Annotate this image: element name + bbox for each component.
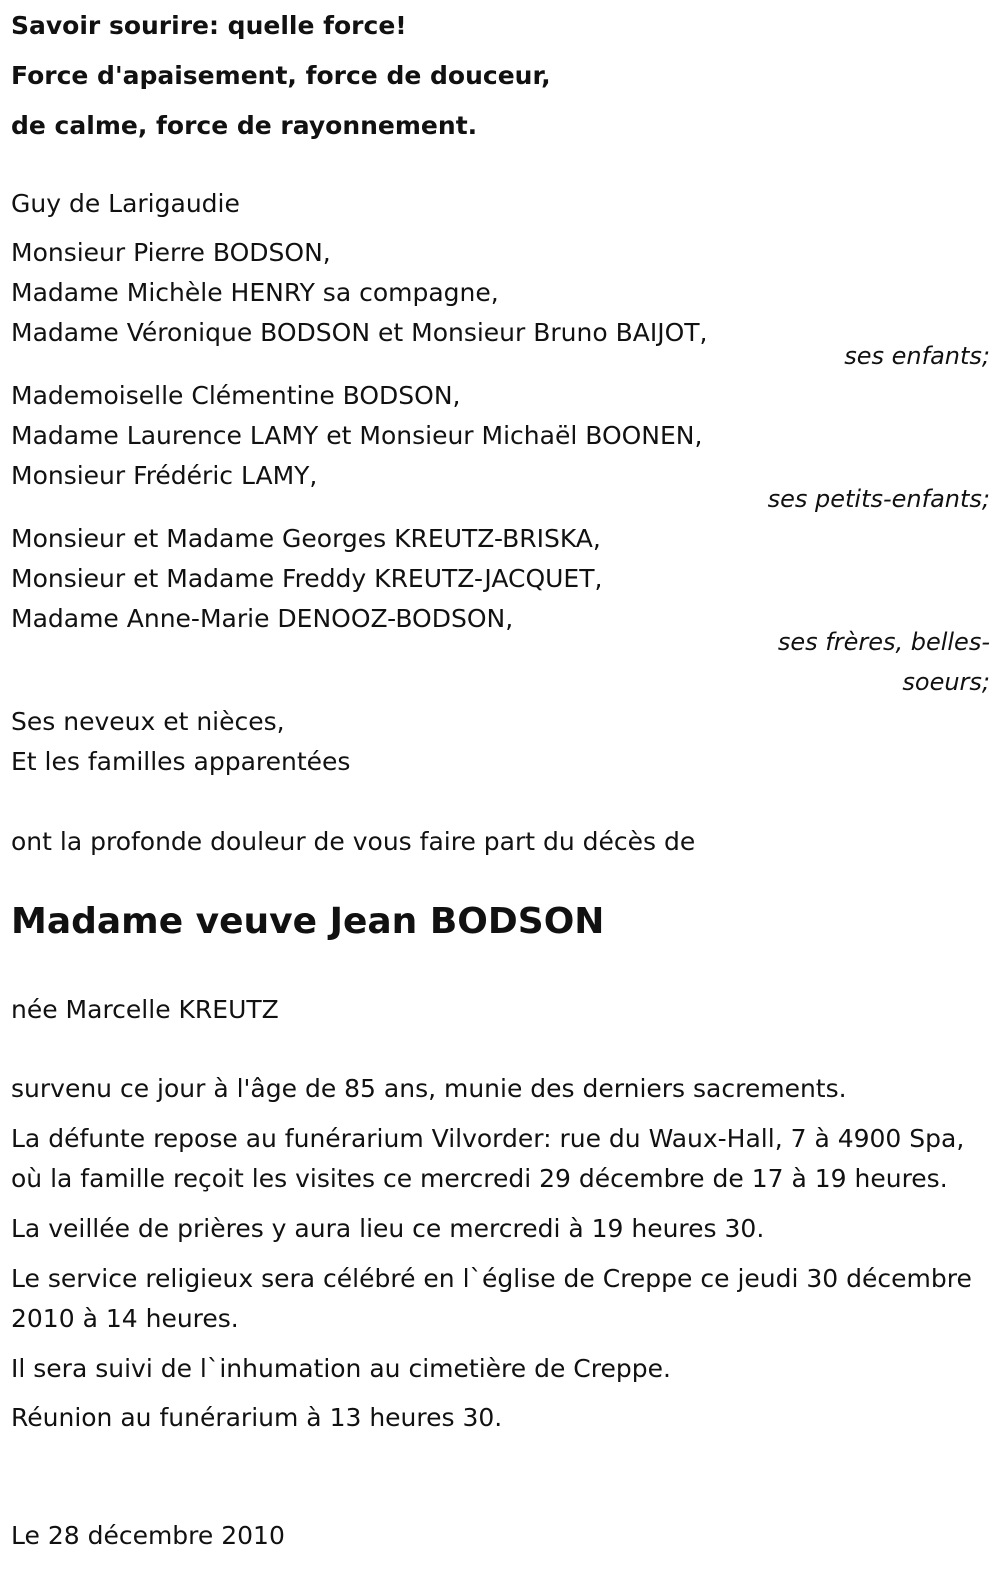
- maiden-name-block: [11, 990, 990, 1030]
- announcement-text: ont la profonde douleur de vous faire part du décès de: [11, 827, 696, 856]
- family-member: Monsieur Pierre BODSON,: [11, 238, 331, 267]
- poem-line: Savoir sourire: quelle force!: [11, 11, 407, 40]
- family-member: Madame Laurence LAMY et Monsieur Michaël BOONEN,: [11, 421, 703, 450]
- family-member: Mademoiselle Clémentine BODSON,: [11, 381, 461, 410]
- detail-paragraph: La veillée de prières y aura lieu ce mercredi à 19 heures 30.: [11, 1214, 765, 1243]
- children-section: [11, 233, 990, 353]
- deceased-name-block: [11, 897, 990, 947]
- grandchildren-relation-block: [11, 479, 990, 519]
- poem-line: de calme, force de rayonnement.: [11, 111, 478, 140]
- detail-paragraph: Le service religieux sera célébré en l`église de Creppe ce jeudi 30 décembre 2010 à 14 heures.: [11, 1264, 972, 1333]
- siblings-relation-block: [11, 622, 990, 702]
- quote-author: [11, 184, 990, 224]
- family-member: Monsieur Frédéric LAMY,: [11, 461, 318, 490]
- relation-label: ses frères, belles-: [777, 628, 990, 656]
- poem-line: Force d'apaisement, force de douceur,: [11, 61, 551, 90]
- relation-label: soeurs;: [902, 668, 990, 696]
- maiden-name: née Marcelle KREUTZ: [11, 995, 279, 1024]
- family-member: Et les familles apparentées: [11, 747, 351, 776]
- quote-author-name: Guy de Larigaudie: [11, 189, 240, 218]
- family-member: Madame Véronique BODSON et Monsieur Bruno BAIJOT,: [11, 318, 708, 347]
- quote-poem: [11, 1, 990, 151]
- family-member: Monsieur et Madame Freddy KREUTZ-JACQUET,: [11, 564, 603, 593]
- grandchildren-section: [11, 376, 990, 496]
- family-member: Madame Michèle HENRY sa compagne,: [11, 278, 499, 307]
- other-family: [11, 702, 990, 782]
- deceased-name: Madame veuve Jean BODSON: [11, 901, 605, 942]
- family-member: Madame Anne-Marie DENOOZ-BODSON,: [11, 604, 514, 633]
- relation-label: ses petits-enfants;: [767, 485, 990, 513]
- detail-paragraph: Il sera suivi de l`inhumation au cimetière de Creppe.: [11, 1354, 671, 1383]
- detail-paragraph: survenu ce jour à l'âge de 85 ans, munie des derniers sacrements.: [11, 1074, 847, 1103]
- family-member: Monsieur et Madame Georges KREUTZ-BRISKA,: [11, 524, 601, 553]
- detail-paragraph: La défunte repose au funérarium Vilvorder: rue du Waux-Hall, 7 à 4900 Spa, où la famille reçoit les visites ce mercredi 29 décembre de 17 à 19 heures.: [11, 1124, 965, 1193]
- relation-label: ses enfants;: [844, 342, 990, 370]
- detail-paragraph: Réunion au funérarium à 13 heures 30.: [11, 1403, 503, 1432]
- family-member: Ses neveux et nièces,: [11, 707, 285, 736]
- announcement: [11, 822, 990, 862]
- details-section: [11, 1069, 990, 1438]
- children-relation-block: [11, 336, 990, 376]
- siblings-section: [11, 519, 990, 639]
- date-block: [11, 1516, 990, 1556]
- notice-date: Le 28 décembre 2010: [11, 1521, 285, 1550]
